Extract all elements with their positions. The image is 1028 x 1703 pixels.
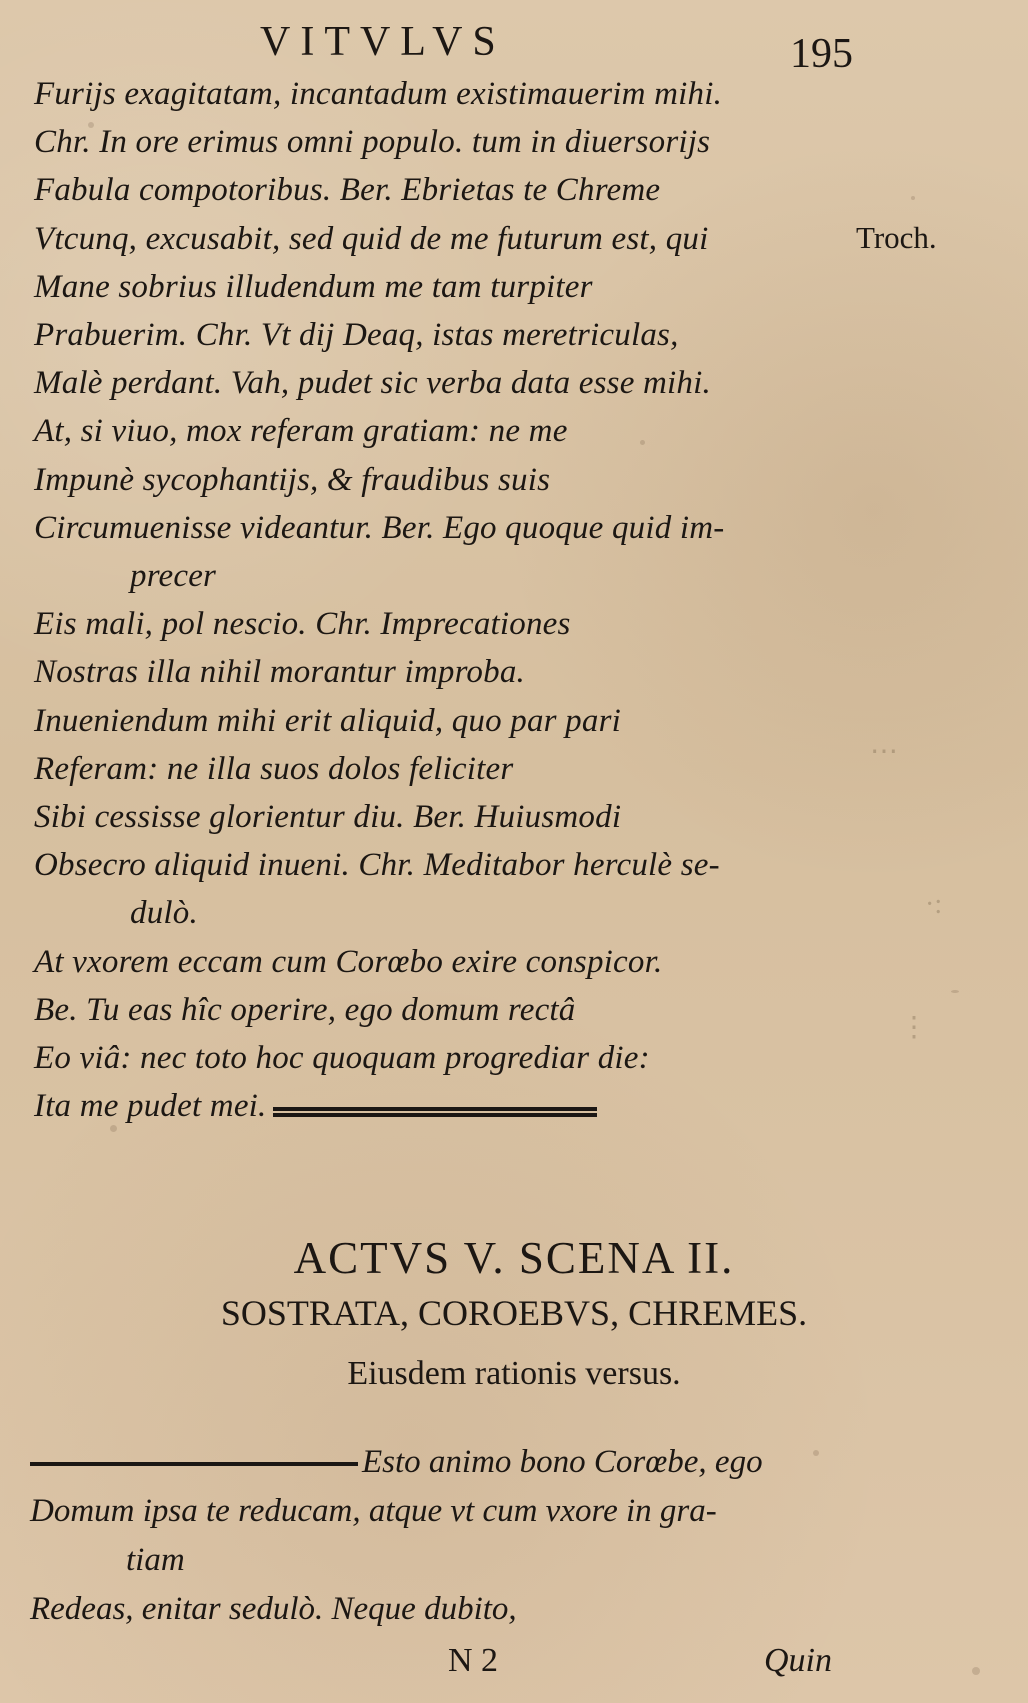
verse-line-continuation: dulò. (130, 895, 198, 932)
paper-speck (911, 196, 915, 200)
verse-line-text: Ita me pudet mei. (34, 1088, 267, 1125)
bleed-through-mark: ⋯ (870, 736, 898, 767)
verse-line: Circumuenisse videantur. Ber. Ego quoque quid im- (34, 509, 725, 546)
verse-line-with-rule (34, 1082, 846, 1130)
verse-line: Be. Tu eas hîc operire, ego domum rectâ (34, 991, 576, 1028)
leading-rule (30, 1462, 358, 1466)
scene-note: Eiusdem rationis versus. (347, 1355, 681, 1392)
verse-line-continuation: precer (130, 558, 217, 595)
scene-title: ACTVS V. SCENA II. (293, 1233, 735, 1283)
verse-line: Fabula compotoribus. Ber. Ebrietas te Chreme (34, 172, 661, 209)
verse-block-upper (34, 70, 846, 1130)
running-title: VITVLVS (260, 19, 506, 65)
page-number: 195 (790, 31, 853, 77)
margin-note: Troch. (856, 220, 937, 255)
verse-line: Eo viâ: nec toto hoc quoquam progrediar die: (34, 1040, 650, 1077)
verse-line: At, si viuo, mox referam gratiam: ne me (34, 413, 568, 450)
verse-line: Nostras illa nihil morantur improba. (34, 654, 525, 691)
verse-line: Vtcunq, excusabit, sed quid de me futurum est, qui (34, 220, 709, 257)
verse-line: Domum ipsa te reducam, atque vt cum vxore in gra- (30, 1493, 717, 1529)
verse-line: Chr. In ore erimus omni populo. tum in diuersorijs (34, 124, 711, 161)
bleed-through-mark: ⋮ (900, 1012, 928, 1043)
verse-line: Referam: ne illa suos dolos feliciter (34, 750, 514, 787)
catchword: Quin (764, 1642, 832, 1679)
verse-block-lower (30, 1438, 860, 1634)
verse-line: Inueniendum mihi erit aliquid, quo par pari (34, 702, 621, 739)
verse-line: Eis mali, pol nescio. Chr. Imprecationes (34, 606, 571, 643)
verse-line-continuation: tiam (126, 1542, 185, 1578)
verse-line: At vxorem eccam cum Corœbo exire conspicor. (34, 943, 663, 980)
verse-line: Sibi cessisse glorientur diu. Ber. Huiusmodi (34, 799, 622, 836)
verse-line: Malè perdant. Vah, pudet sic verba data esse mihi. (34, 365, 711, 402)
verse-line: Prabuerim. Chr. Vt dij Deaq, istas meretriculas, (34, 317, 679, 354)
verse-line: Mane sobrius illudendum me tam turpiter (34, 268, 593, 305)
verse-line-text: Esto animo bono Corœbe, ego (362, 1444, 763, 1480)
scene-persons: SOSTRATA, COROEBVS, CHREMES. (220, 1293, 808, 1333)
verse-line: Impunè sycophantijs, & fraudibus suis (34, 461, 551, 498)
bleed-through-mark: ·: (925, 889, 943, 920)
verse-line: Redeas, enitar sedulò. Neque dubito, (30, 1591, 517, 1627)
paper-speck (972, 1667, 980, 1675)
verse-line: Obsecro aliquid inueni. Chr. Meditabor herculè se- (34, 847, 720, 884)
verse-line-with-leading-rule (30, 1438, 860, 1487)
closing-rule (273, 1107, 597, 1111)
signature-mark: N 2 (448, 1642, 499, 1679)
verse-line: Furijs exagitatam, incantadum existimauerim mihi. (34, 76, 723, 112)
paper-speck (951, 990, 959, 993)
